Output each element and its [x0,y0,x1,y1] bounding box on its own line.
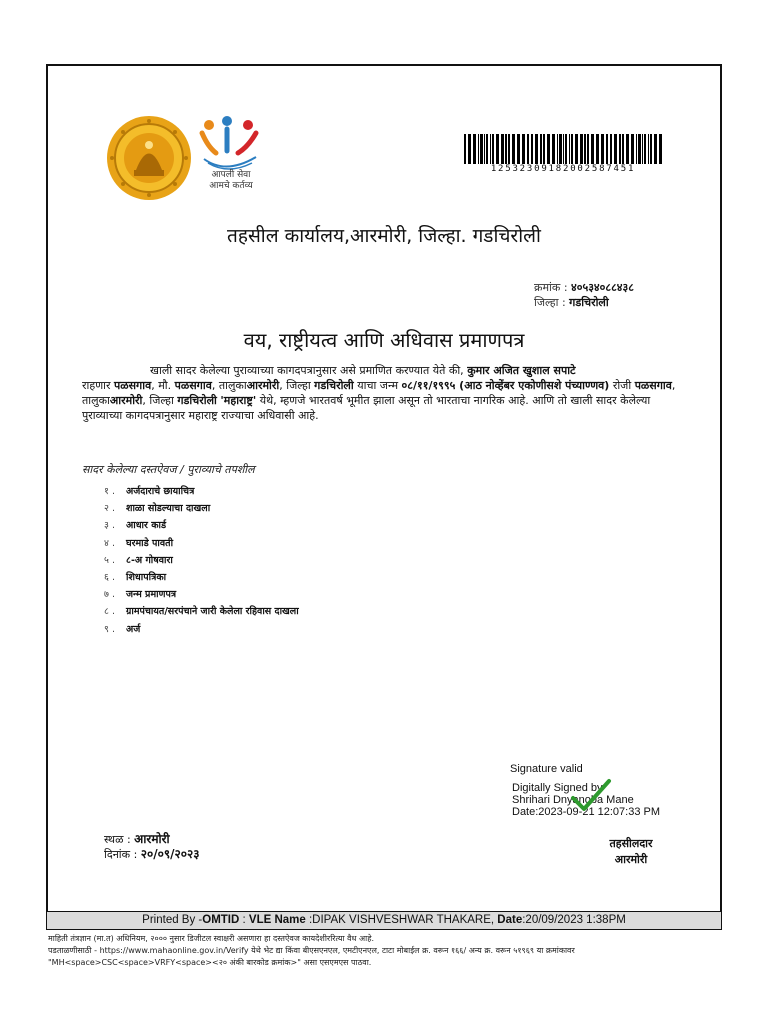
documents-heading: सादर केलेल्या दस्तऐवज / पुराव्याचे तपशील [82,463,255,476]
documents-list [104,484,299,639]
list-item: ९ . अर्ज [104,623,141,635]
checkmark-icon [570,778,612,812]
list-item: ८ . ग्रामपंचायत/सरपंचाने जारी केलेला रहिवास दाखला [104,606,299,618]
certificate-title: वय, राष्ट्रीयत्व आणि अधिवास प्रमाणपत्र [243,328,525,352]
list-item: ३ . आधार कार्ड [104,520,167,532]
list-item: १ . अर्जदाराचे छायाचित्र [104,486,195,497]
place-date: स्थळ : आरमोरी दिनांक : २०/०९/२०२३ [104,832,200,861]
list-item: ५ . ८-अ गोषवारा [104,554,173,566]
barcode-number: 12532309182002587451 [490,164,636,174]
footer-note: माहिती तंत्रज्ञान (मा.त) अधिनियम, २००० नुसार डिजीटल स्वाक्षरी असणारा हा दस्तऐवज कायदेशीररित्या वैध आहे. पडताळणीसाठी - https://www.mahaonline.gov.in/Verify येथे भेट द्या किंवा बीएसएनएल, एमटीएनएल, टाटा मोबाईल क्र. वरून १६६/ अन्य क्र. वरून ५१९६९ या क्रमांकावर "MH<space>CSC<space>VRFY<space><२० अंकी बारकोड क्रमांक>" असा एसएमएस पाठवा. [48,934,575,967]
district: जिल्हा : गडचिरोली [534,296,609,309]
printed-by-bar: Printed By -OMTID : VLE Name :DIPAK VISHVESHWAR THAKARE, Date:20/09/2023 1:38PM [47,911,721,929]
list-item: ७ . जन्म प्रमाणपत्र [104,589,177,601]
list-item: ६ . शिधापत्रिका [104,571,167,583]
office-title: तहसील कार्यालय,आरमोरी, जिल्हा. गडचिरोली [227,225,541,247]
officer-designation: तहसीलदार आरमोरी [609,837,653,866]
certificate-body: खाली सादर केलेल्या पुराव्याच्या कागदपत्रानुसार असे प्रमाणित करण्यात येते की, कुमार अजित खुशाल सपाटे राहणार पळसगाव, मौ. पळसगाव, तालुकाआरमोरी, जिल्हा गडचिरोली याचा जन्म ०८/११/१९९५ (आठ नोव्हेंबर एकोणीसशे पंच्याण्णव) रोजी पळसगाव, तालुकाआरमोरी, जिल्हा गडचिरोली 'महाराष्ट्र' येथे, म्हणजे भारतवर्ष भूमीत झाला असून तो भारताचा नागरिक आहे. आणि तो खाली सादर केलेल्या पुराव्याच्या कागदपत्रानुसार महाराष्ट्र राज्याचा अधिवासी आहे. [82,364,676,422]
serial-number: क्रमांक : ४०५३४०८८४३८ [534,281,634,294]
barcode [462,134,664,164]
signature-status: Signature valid [510,763,583,775]
list-item: २ . शाळा सोडल्याचा दाखला [104,503,211,515]
list-item: ४ . घरमाडे पावती [104,537,174,549]
maharashtra-seal-logo [106,115,192,201]
digital-signature: Signature valid Digitally Signed by Shrihari Dnyanoba Mane Date:2023-09-21 12:07:33 PM [510,763,660,818]
aaple-seva-tagline: आपली सेवा आमचे कर्तव्य [209,170,253,191]
